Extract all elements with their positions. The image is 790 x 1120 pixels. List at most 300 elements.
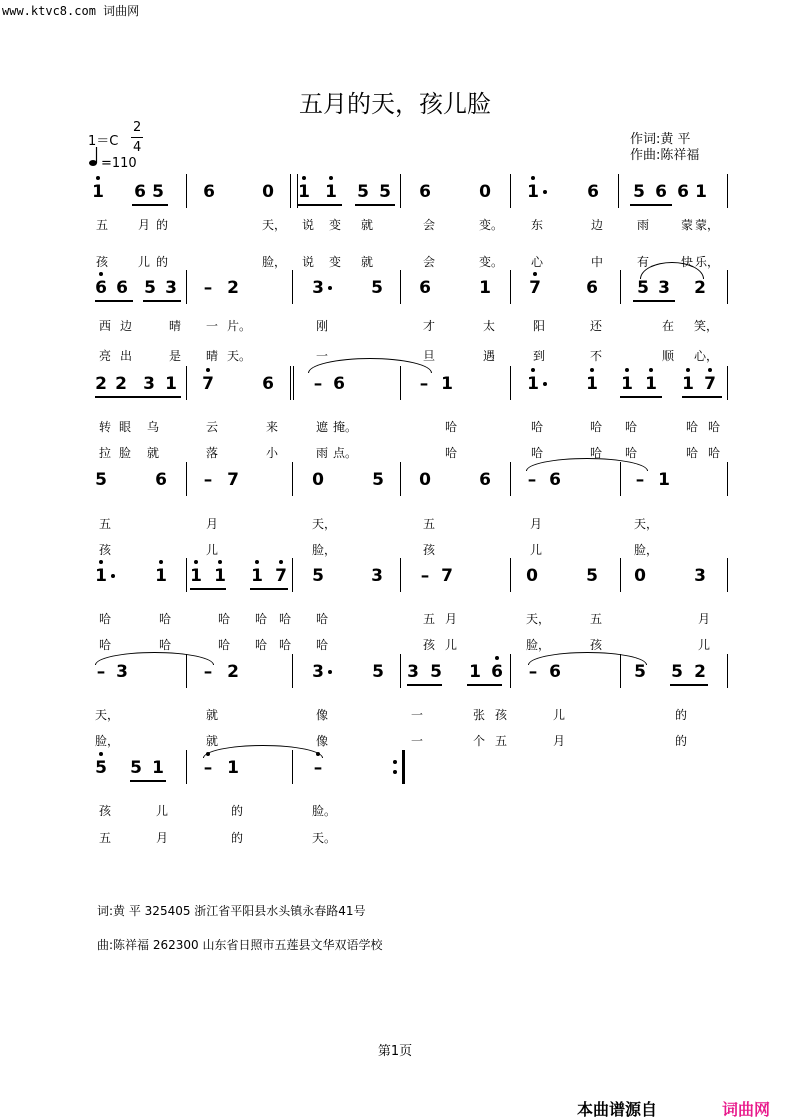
lyric: 哈 [589,420,602,434]
tempo-marking: =110 [101,156,137,171]
time-signature-top: 2 [133,120,142,135]
footer-lyricist-info: 词:黄 平 325405 浙江省平阳县水头镇永春路41号 [97,904,366,918]
note: 6 [116,278,128,298]
note: 6 [419,182,431,202]
augmentation-dot [328,670,332,674]
note: 3 [407,662,419,682]
lyric: 会 [422,218,435,232]
note: 1 [621,374,633,394]
key-signature: 1＝C [88,134,119,149]
lyric: 遮 [315,420,328,434]
lyric: 五 [95,218,108,232]
lyric: 天， [312,517,337,531]
lyric: 儿 [137,255,150,269]
lyric: 儿 [552,708,565,722]
note: – [203,278,213,298]
note: 6 [262,374,274,394]
repeat-dot [393,770,397,774]
final-barline [402,750,405,784]
note: 1 [95,566,107,586]
lyric: 五 [422,517,435,531]
lyric: 变 [328,255,341,269]
note: 6 [95,278,107,298]
octave-dot-high [218,560,222,564]
note: – [203,758,213,778]
lyric: 月 [529,517,542,531]
octave-dot-high [99,560,103,564]
lyric: 脸 [118,446,131,460]
lyric: 个 [472,734,485,748]
octave-dot-high [649,368,653,372]
lyric: 刚 [315,319,328,333]
barline [510,174,511,208]
beam-underline [132,204,168,206]
augmentation-dot [328,286,332,290]
lyric: 雨 [315,446,328,460]
lyric: 小 [265,446,278,460]
note: 5 [372,470,384,490]
augmentation-dot [111,574,115,578]
octave-dot-high [329,176,333,180]
note: – [527,470,537,490]
lyric: 雨 [636,218,649,232]
barline [510,366,511,400]
barline [620,270,621,304]
lyric: 哈 [707,446,720,460]
lyric: 眼 [118,420,131,434]
octave-dot-high [279,560,283,564]
note: 6 [655,182,667,202]
lyric: 哈 [98,638,111,652]
barline [727,174,728,208]
lyric: 天， [95,708,120,722]
octave-dot-high [531,368,535,372]
tie-slur [95,652,214,665]
lyric: 五 [98,517,111,531]
lyric: 遇 [482,349,495,363]
beam-underline [143,300,181,302]
note: 2 [227,278,239,298]
lyric: 月 [697,612,710,626]
lyric: 脸。 [312,804,337,818]
note: 5 [95,470,107,490]
lyric: 乐， [695,255,720,269]
lyric: 一 [410,708,423,722]
note: 6 [549,662,561,682]
note: 5 [152,182,164,202]
lyric: 哈 [158,612,171,626]
lyric: 天， [262,218,287,232]
lyric: 转 [98,420,111,434]
note: – [96,662,106,682]
source-brand: 词曲网 [722,1100,771,1119]
octave-dot-high [686,368,690,372]
lyric: 哈 [98,612,111,626]
lyric: 乌 [146,420,159,434]
note: 1 [441,374,453,394]
barline [510,270,511,304]
lyric: 脸， [312,543,337,557]
octave-dot-high [99,272,103,276]
barline [186,270,187,304]
lyric: 心 [530,255,543,269]
barline [727,654,728,688]
barline [292,654,293,688]
lyric: 点。 [333,446,358,460]
note: – [313,758,323,778]
note: – [313,374,323,394]
lyric: 就 [360,255,373,269]
lyric: 哈 [685,420,698,434]
lyric: 一 [205,319,218,333]
lyric: 哈 [254,638,267,652]
quarter-note-icon [88,146,100,168]
lyric: 月 [205,517,218,531]
barline [292,462,293,496]
lyric: 阳 [532,319,545,333]
lyric: 就 [360,218,373,232]
lyric: 心， [694,349,719,363]
lyric: 边 [119,319,132,333]
barline [400,462,401,496]
lyric: 孩 [95,255,108,269]
lyric: 在 [661,319,674,333]
lyric: 说 [301,255,314,269]
lyric: 蒙 [680,218,693,232]
lyric: 蒙， [695,218,720,232]
lyric: 月 [155,831,168,845]
lyric: 哈 [624,420,637,434]
lyric: 哈 [278,612,291,626]
lyric: 的 [155,218,168,232]
octave-dot-high [625,368,629,372]
note: – [420,566,430,586]
lyric: 天， [634,517,659,531]
lyric: 晴 [205,349,218,363]
barline [510,462,511,496]
barline [400,270,401,304]
lyric: 到 [532,349,545,363]
note: 6 [203,182,215,202]
lyric: 像 [315,734,328,748]
note: 3 [143,374,155,394]
lyric: 说 [301,218,314,232]
note: 1 [479,278,491,298]
lyric: 落 [205,446,218,460]
lyric: 不 [589,349,602,363]
note: 5 [671,662,683,682]
lyric: 哈 [254,612,267,626]
beam-underline [190,588,226,590]
note: 5 [95,758,107,778]
note: – [528,662,538,682]
note: 1 [155,566,167,586]
beam-underline [355,204,395,206]
lyric: 笑， [694,319,719,333]
lyric: 五 [589,612,602,626]
lyric: 东 [530,218,543,232]
note: 1 [165,374,177,394]
beam-underline [95,396,181,398]
note: 5 [633,182,645,202]
lyric: 脸， [526,638,551,652]
lyric: 天。 [312,831,337,845]
note: 5 [586,566,598,586]
lyric: 亮 [98,349,111,363]
lyric: 的 [155,255,168,269]
octave-dot-high [96,176,100,180]
lyric: 的 [230,831,243,845]
lyric: 哈 [530,420,543,434]
note: 1 [645,374,657,394]
lyric: 就 [146,446,159,460]
note: 3 [116,662,128,682]
lyric: 五 [494,734,507,748]
note: 6 [155,470,167,490]
barline [290,174,291,208]
barline [727,558,728,592]
lyric: 五 [422,612,435,626]
note: 1 [298,182,310,202]
note: 7 [202,374,214,394]
note: – [419,374,429,394]
lyric: 西 [98,319,111,333]
lyric: 一 [410,734,423,748]
barline [400,654,401,688]
note: 5 [430,662,442,682]
lyric: 哈 [685,446,698,460]
time-signature-bottom: 4 [133,140,142,155]
lyric: 边 [590,218,603,232]
note: 6 [333,374,345,394]
note: 1 [152,758,164,778]
note: 2 [227,662,239,682]
watermark: www.ktvc8.com 词曲网 [2,4,140,18]
octave-dot-high [194,560,198,564]
barline [186,366,187,400]
barline [618,174,619,208]
lyric: 出 [119,349,132,363]
beam-underline [407,684,442,686]
note: 2 [694,662,706,682]
note: 2 [115,374,127,394]
lyric: 哈 [444,446,457,460]
lyric: 的 [230,804,243,818]
note: 1 [586,374,598,394]
barline [620,558,621,592]
lyric: 旦 [422,349,435,363]
note: 7 [704,374,716,394]
lyric: 拉 [98,446,111,460]
lyric: 月 [552,734,565,748]
lyric: 脸， [262,255,287,269]
lyric: 像 [315,708,328,722]
beam-underline [95,300,133,302]
barline [510,654,511,688]
lyric: 孩 [422,638,435,652]
octave-dot-high [533,272,537,276]
lyric: 哈 [158,638,171,652]
lyric: 云 [205,420,218,434]
lyric: 变。 [479,218,504,232]
lyric: 脸， [95,734,120,748]
lyric: 哈 [315,612,328,626]
barline [290,366,291,400]
footer-composer-info: 曲:陈祥福 262300 山东省日照市五莲县文华双语学校 [97,938,383,952]
lyric: 孩 [589,638,602,652]
time-signature-line [131,137,143,138]
note: 1 [190,566,202,586]
barline [292,558,293,592]
note: 5 [312,566,324,586]
lyric: 片。 [227,319,252,333]
composer-credit: 作曲:陈祥福 [630,148,700,163]
note: 7 [529,278,541,298]
augmentation-dot [543,190,547,194]
lyric: 儿 [697,638,710,652]
lyric: 哈 [217,612,230,626]
note: 7 [441,566,453,586]
octave-dot-high [159,560,163,564]
lyric: 孩 [422,543,435,557]
lyric: 哈 [707,420,720,434]
note: 1 [695,182,707,202]
lyric: 变。 [479,255,504,269]
double-barline [297,174,298,208]
lyric: 变 [328,218,341,232]
lyricist-credit: 作词:黄 平 [630,132,691,147]
octave-dot-high [255,560,259,564]
note: 3 [312,662,324,682]
octave-dot-high [531,176,535,180]
lyric: 儿 [205,543,218,557]
note: 6 [677,182,689,202]
beam-underline [467,684,502,686]
barline [186,174,187,208]
note: 5 [637,278,649,298]
note: 3 [312,278,324,298]
lyric: 就 [205,708,218,722]
note: 6 [549,470,561,490]
lyric: 中 [590,255,603,269]
repeat-dot [393,760,397,764]
barline [186,558,187,592]
barline [400,174,401,208]
note: 1 [325,182,337,202]
note: 3 [694,566,706,586]
lyric: 孩 [98,543,111,557]
octave-dot-high [590,368,594,372]
beam-underline [630,204,672,206]
note: 0 [479,182,491,202]
note: 1 [214,566,226,586]
beam-underline [682,396,722,398]
lyric: 天。 [227,349,252,363]
lyric: 月 [137,218,150,232]
lyric: 儿 [529,543,542,557]
page-number: 第1页 [377,1044,413,1059]
lyric: 孩 [494,708,507,722]
note: 1 [92,182,104,202]
lyric: 孩 [98,804,111,818]
note: 3 [371,566,383,586]
barline [510,558,511,592]
octave-dot-high [206,368,210,372]
beam-underline [620,396,662,398]
lyric: 张 [472,708,485,722]
lyric: 快 [680,255,693,269]
lyric: 儿 [155,804,168,818]
lyric: 哈 [624,446,637,460]
note: 1 [527,374,539,394]
lyric: 哈 [589,446,602,460]
note: 0 [634,566,646,586]
barline [727,366,728,400]
note: 7 [275,566,287,586]
lyric: 哈 [278,638,291,652]
note: – [635,470,645,490]
barline [400,558,401,592]
lyric: 就 [205,734,218,748]
note: 0 [312,470,324,490]
note: – [203,470,213,490]
beam-underline [250,588,288,590]
lyric: 脸， [634,543,659,557]
note: 6 [419,278,431,298]
note: 5 [130,758,142,778]
note: 1 [469,662,481,682]
note: 6 [134,182,146,202]
note: 3 [165,278,177,298]
note: 5 [372,662,384,682]
lyric: 的 [674,734,687,748]
note: 1 [658,470,670,490]
lyric: 哈 [444,420,457,434]
lyric: 儿 [444,638,457,652]
note: 0 [262,182,274,202]
barline [186,750,187,784]
lyric: 的 [674,708,687,722]
lyric: 晴 [168,319,181,333]
lyric: 顺 [661,349,674,363]
note: 0 [526,566,538,586]
lyric: 哈 [530,446,543,460]
note: 6 [587,182,599,202]
note: 0 [419,470,431,490]
octave-dot-high [495,656,499,660]
lyric: 月 [444,612,457,626]
octave-dot-high [708,368,712,372]
lyric: 是 [168,349,181,363]
lyric: 五 [98,831,111,845]
barline [186,462,187,496]
note: 3 [658,278,670,298]
tie-slur [528,652,647,665]
beam-underline [670,684,708,686]
double-barline [293,366,294,400]
lyric: 哈 [217,638,230,652]
lyric: 会 [422,255,435,269]
lyric: 来 [265,420,278,434]
barline [727,462,728,496]
octave-dot-high [302,176,306,180]
note: – [203,662,213,682]
note: 6 [491,662,503,682]
note: 1 [251,566,263,586]
song-title: 五月的天，孩儿脸 [299,90,491,118]
note: 5 [357,182,369,202]
augmentation-dot [543,382,547,386]
